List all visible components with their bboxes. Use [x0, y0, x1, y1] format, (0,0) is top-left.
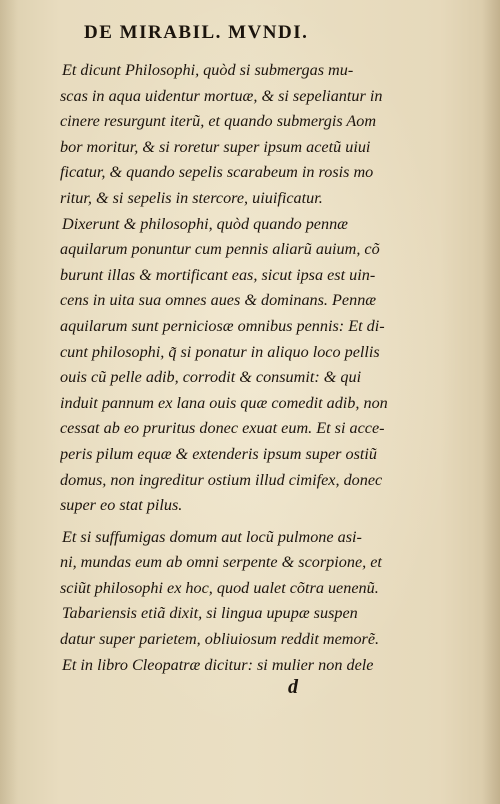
text-line: cunt philosophi, q̃ si ponatur in aliquo loco pellis — [60, 342, 380, 361]
text-line: burunt illas & mortificant eas, sicut ipsa est uin- — [60, 265, 376, 284]
paragraph — [60, 212, 410, 519]
text-line: aquilarum ponuntur cum pennis aliarũ auium, cõ — [60, 240, 380, 259]
text-line: Et si suffumigas domum aut locũ pulmone asi- — [62, 527, 362, 546]
page-edge-shadow-right — [482, 0, 500, 804]
text-line: bor moritur, & si roretur super ipsum acetũ uiui — [60, 137, 371, 156]
text-line: ni, mundas eum ab omni serpente & scorpione, et — [60, 553, 382, 572]
paragraph — [60, 601, 410, 652]
text-line: cens in uita sua omnes aues & dominans. Pennæ — [60, 291, 377, 310]
paragraph — [60, 58, 410, 212]
text-line: sciũt philosophi ex hoc, quod ualet cõtra uenenũ. — [60, 578, 379, 597]
text-line: Dixerunt & philosophi, quòd quando pennæ — [62, 214, 348, 233]
running-head: DE MIRABIL. MVNDI. — [84, 22, 309, 43]
text-line: ouis cũ pelle adib, corrodit & consumit: & qui — [60, 368, 362, 387]
text-line: datur super parietem, obliuiosum reddit memorẽ. — [60, 630, 380, 649]
signature-mark: d — [288, 676, 298, 698]
text-line: super eo stat pilus. — [60, 496, 183, 515]
page-edge-shadow-left — [0, 0, 18, 804]
text-line: scas in aqua uidentur mortuæ, & si sepeliantur in — [60, 86, 383, 105]
text-line: Et dicunt Philosophi, quòd si submergas mu- — [62, 61, 354, 79]
text-line: peris pilum equæ & extenderis ipsum super ostiũ — [60, 444, 377, 463]
text-line: Et in libro Cleopatræ dicitur: si mulier non dele — [62, 655, 374, 674]
text-line: aquilarum sunt perniciosæ omnibus pennis: Et di- — [60, 316, 385, 335]
paragraph — [60, 525, 410, 602]
paragraph — [60, 653, 410, 679]
text-line: ficatur, & quando sepelis scarabeum in rosis mo — [60, 163, 374, 182]
body-text — [60, 58, 410, 678]
text-line: cessat ab eo pruritus donec exuat eum. Et si acce- — [60, 419, 385, 438]
text-line: induit pannum ex lana ouis quæ comedit adib, non — [60, 393, 388, 412]
text-line: domus, non ingreditur ostium illud cimifex, donec — [60, 470, 383, 489]
text-line: ritur, & si sepelis in stercore, uiuificatur. — [60, 188, 323, 207]
text-line: cinere resurgunt iterũ, et quando submergis Aom — [60, 112, 377, 131]
text-line: Tabariensis etiã dixit, si lingua upupæ suspen — [62, 604, 358, 623]
